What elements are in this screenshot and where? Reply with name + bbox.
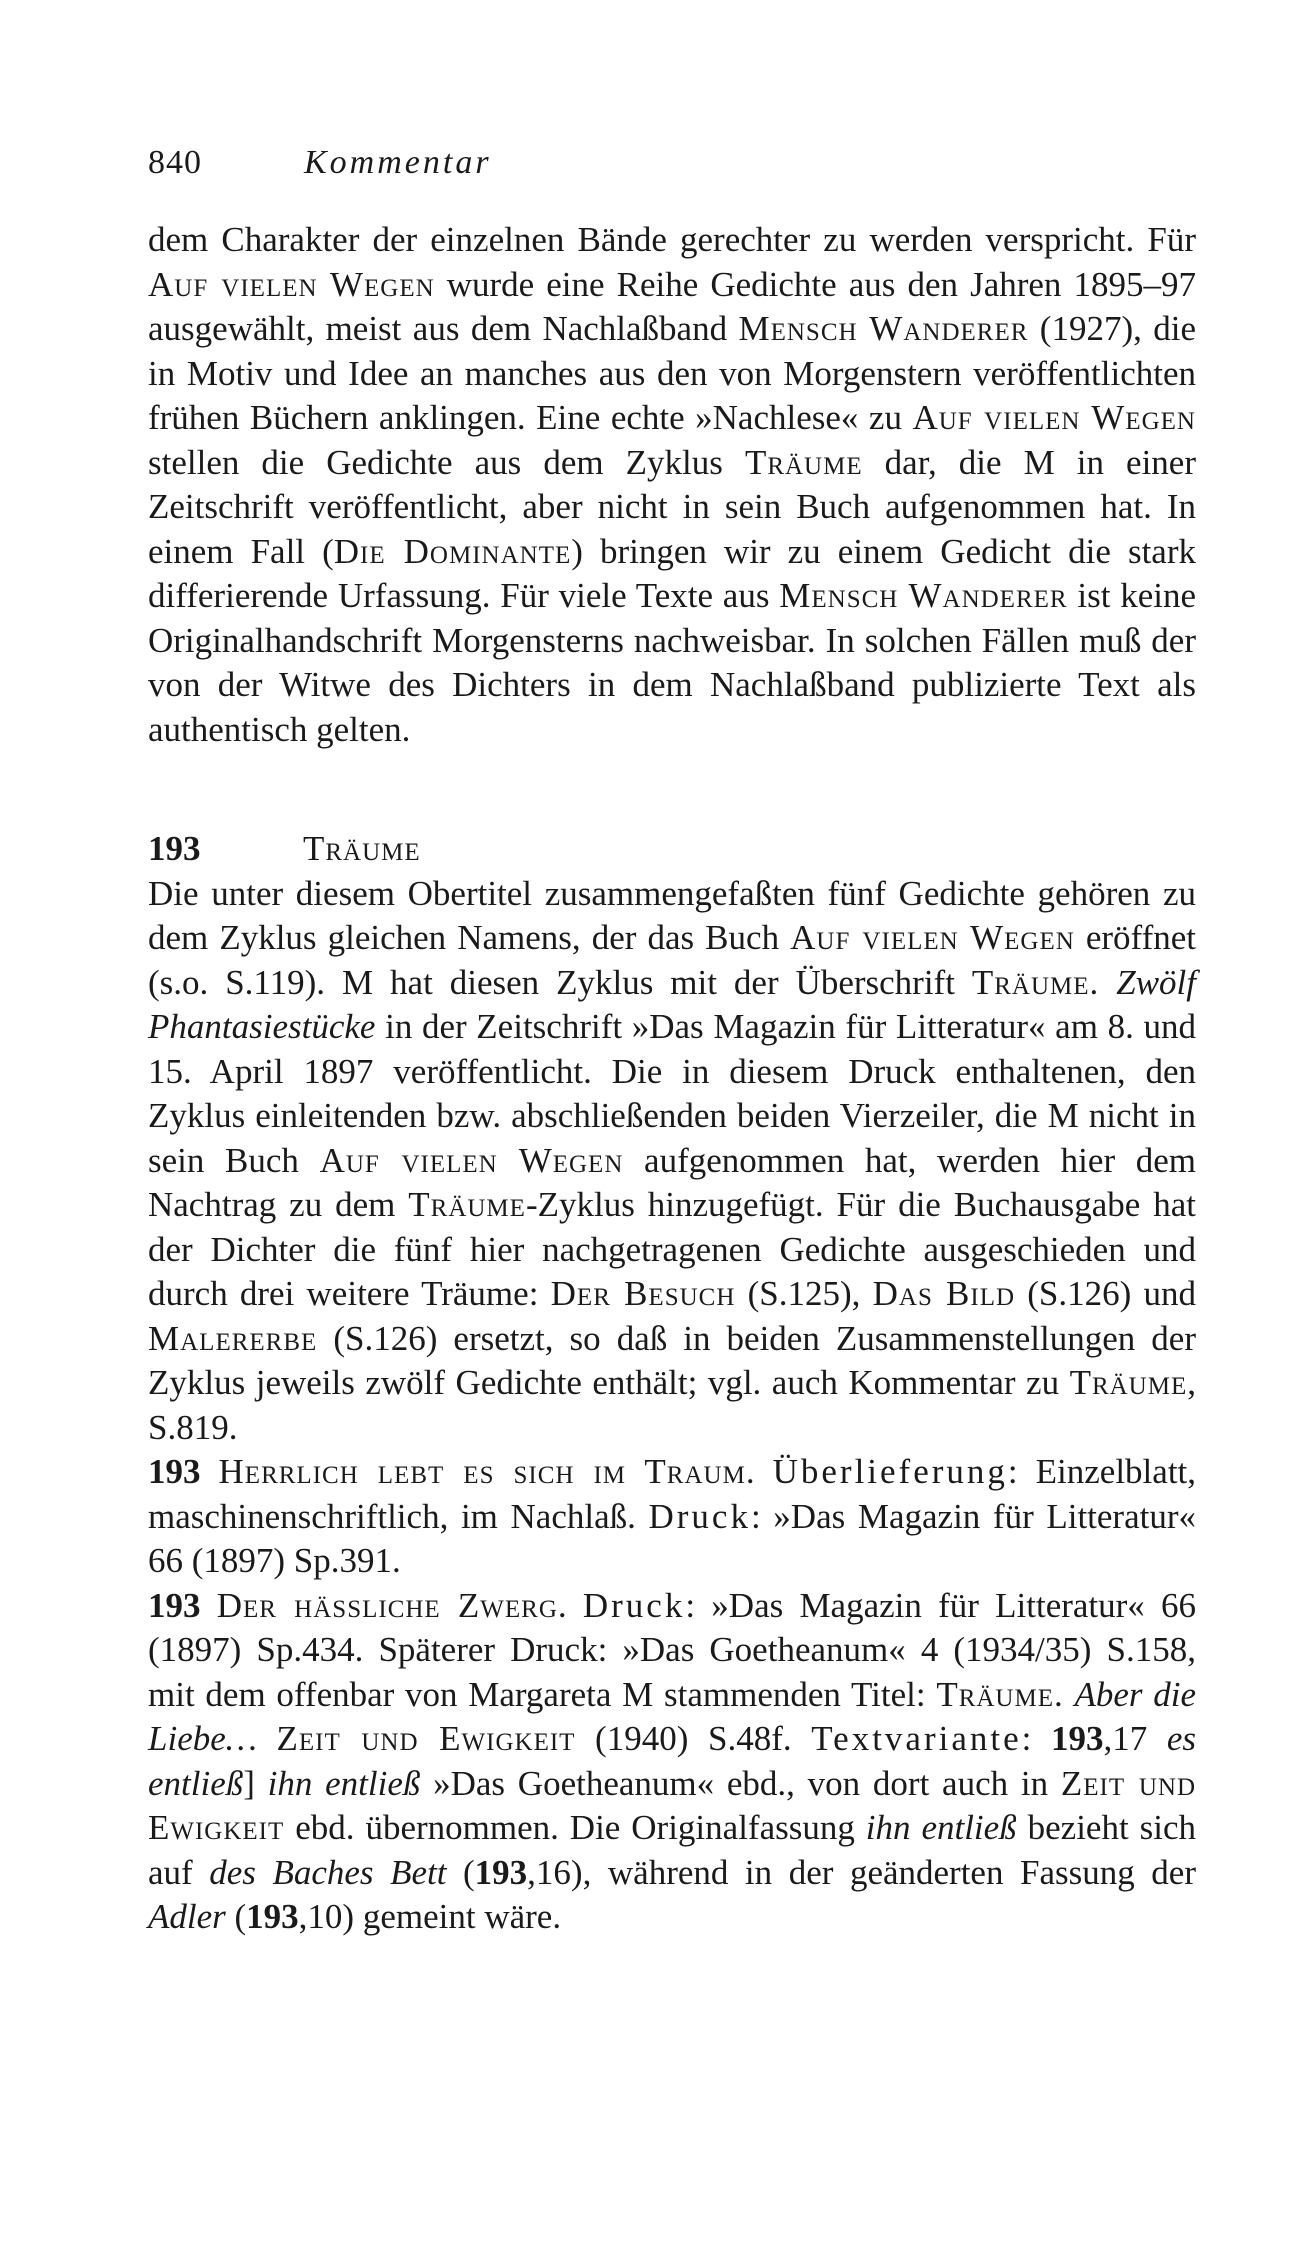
text-run: dem Charakter der einzelnen Bände gerechter zu werden verspricht. Für: [148, 220, 1196, 259]
italic-quote: des Baches Bett: [209, 1852, 447, 1892]
section-number: 193: [148, 829, 201, 868]
line-reference: 193: [148, 1585, 217, 1625]
text-run: (S.126) und: [1015, 1274, 1197, 1313]
text-run: ist keine Originalhandschrift Morgensterns nachweisbar. In solchen Fällen muß der von der Witwe des Dichters in dem Nachlaßband publizierte Text als authentisch gelten.: [148, 576, 1196, 749]
work-title: Auf vielen Wegen: [912, 398, 1196, 437]
commentary-entry: [148, 1584, 1196, 1940]
text-run: aufgenommen hat, werden hier dem Nachtrag zu dem: [148, 1140, 1197, 1224]
work-title: Malererbe: [148, 1318, 318, 1358]
text-run: (: [225, 1897, 247, 1936]
text-run: : Einzelblatt, maschinenschriftlich, im Nachlaß.: [148, 1452, 1197, 1536]
text-run: (: [446, 1852, 475, 1892]
text-run: ]: [243, 1763, 268, 1803]
section-paragraph: [148, 872, 1196, 1451]
spaced-label: Druck: [582, 1585, 686, 1625]
text-run: (1927), die in Motiv und Idee an manches aus den von Morgenstern veröffentlichten frühen Büchern anklingen. Eine echte »Nachlese« zu: [148, 309, 1196, 437]
line-reference: 193: [1050, 1719, 1104, 1758]
text-run: (S.126) ersetzt, so daß in beiden Zusammenstellungen der Zyklus jeweils zwölf Gedichte enthält; vgl. auch Kommentar zu: [148, 1318, 1196, 1402]
work-title: Träume: [408, 1185, 526, 1224]
italic-quote: Aber die Liebe…: [148, 1674, 1196, 1758]
text-run: , S.819.: [148, 1363, 1196, 1447]
running-title: Kommentar: [304, 144, 492, 181]
text-run: ebd. übernommen. Die Originalfassung: [284, 1808, 866, 1847]
text-run: Die unter diesem Obertitel zusammengefaßten fünf Gedichte gehören zu dem Zyklus gleichen Namens, der das Buch: [148, 873, 1196, 957]
work-title: Zeit und Ewigkeit: [148, 1763, 1197, 1847]
italic-quote: ihn entließ: [865, 1808, 1017, 1847]
text-run: :: [1021, 1719, 1051, 1758]
section-spacer: [148, 752, 1196, 827]
text-run: (1940) S.48f.: [575, 1719, 812, 1758]
work-title: Träume.: [971, 962, 1100, 1002]
italic-quote: Adler: [148, 1897, 226, 1936]
text-run: : »Das Magazin für Litteratur« 66 (1897) Sp.434. Späterer Druck: »Das Goetheanum« 4 (1934/35) S.158, mit dem offenbar von Margareta M stammenden Titel:: [148, 1585, 1197, 1714]
work-title: Mensch Wanderer: [779, 576, 1068, 615]
section-heading: [148, 827, 1196, 872]
text-run: bezieht sich auf: [148, 1808, 1196, 1892]
text-run: [1099, 963, 1116, 1002]
work-title: Träume.: [936, 1674, 1064, 1714]
line-reference: 193: [148, 1452, 219, 1491]
spaced-label: Überlieferung: [772, 1452, 1008, 1491]
italic-quote: Zwölf Phantasiestücke: [148, 962, 1197, 1046]
work-title: Zeit und Ewigkeit: [276, 1719, 576, 1758]
text-run: »Das Goetheanum« ebd., von dort auch in: [420, 1763, 1061, 1803]
text-run: stellen die Gedichte aus dem Zyklus: [148, 442, 745, 482]
text-run: .: [745, 1452, 773, 1491]
commentary-entry: [148, 1450, 1196, 1584]
text-run: ,10) gemeint wäre.: [298, 1897, 562, 1936]
work-title: Auf vielen Wegen: [319, 1140, 624, 1180]
text-run: [257, 1719, 277, 1758]
text-run: wurde eine Reihe Gedichte aus den Jahren 1895–97 ausgewählt, meist aus dem Nachlaßband: [148, 264, 1196, 348]
work-title: Der Besuch: [550, 1274, 736, 1313]
work-title: Auf vielen Wegen: [790, 918, 1075, 957]
text-run: -Zyklus hinzugefügt. Für die Buchausgabe hat der Dichter die fünf hier nachgetragenen Gedichte ausgeschieden und durch drei weitere Träume:: [148, 1185, 1196, 1313]
text-run: dar, die M in einer Zeitschrift veröffentlicht, aber nicht in sein Buch aufgenommen hat. In einem Fall (: [148, 442, 1196, 571]
text-run: (S.125),: [735, 1274, 873, 1313]
work-title: Träume: [1069, 1363, 1188, 1402]
text-run: ,17: [1103, 1719, 1167, 1758]
text-run: in der Zeitschrift »Das Magazin für Litteratur« am 8. und 15. April 1897 veröffentlicht. Die in diesem Druck enthaltenen, den Zyklus einleitenden bzw. abschließenden beiden Vierzeiler, die M nicht in sein Buch: [148, 1007, 1196, 1180]
spaced-label: Druck: [648, 1496, 751, 1536]
work-title: Die Dominante: [333, 531, 572, 571]
work-title: Träume: [744, 442, 863, 482]
text-run: ,16), während in der geänderten Fassung der: [527, 1852, 1197, 1892]
text-run: : »Das Magazin für Litteratur« 66 (1897) Sp.391.: [148, 1496, 1196, 1580]
text-run: .: [557, 1585, 583, 1625]
italic-quote: ihn entließ: [267, 1763, 421, 1803]
work-title: Mensch Wanderer: [738, 309, 1029, 348]
line-reference: 193: [246, 1897, 299, 1936]
work-title: Auf vielen Wegen: [148, 264, 435, 304]
text-run: [1064, 1675, 1075, 1714]
italic-quote: es entließ: [148, 1719, 1197, 1803]
section-title: Träume: [303, 829, 421, 868]
spaced-label: Textvariante: [811, 1719, 1022, 1758]
line-reference: 193: [474, 1852, 528, 1892]
text-run: ) bringen wir zu einem Gedicht die stark differierende Urfassung. Für viele Texte aus: [148, 531, 1196, 615]
work-title: Das Bild: [872, 1274, 1016, 1313]
intro-paragraph: [148, 218, 1196, 752]
commentary-body: [148, 218, 1196, 1940]
page-number: 840: [148, 144, 202, 181]
work-title: Herrlich lebt es sich im Traum: [218, 1452, 746, 1491]
work-title: Der hässliche Zwerg: [216, 1585, 558, 1625]
page-header: [148, 143, 492, 183]
text-run: eröffnet (s.o. S.119). M hat diesen Zyklus mit der Überschrift: [148, 918, 1196, 1002]
